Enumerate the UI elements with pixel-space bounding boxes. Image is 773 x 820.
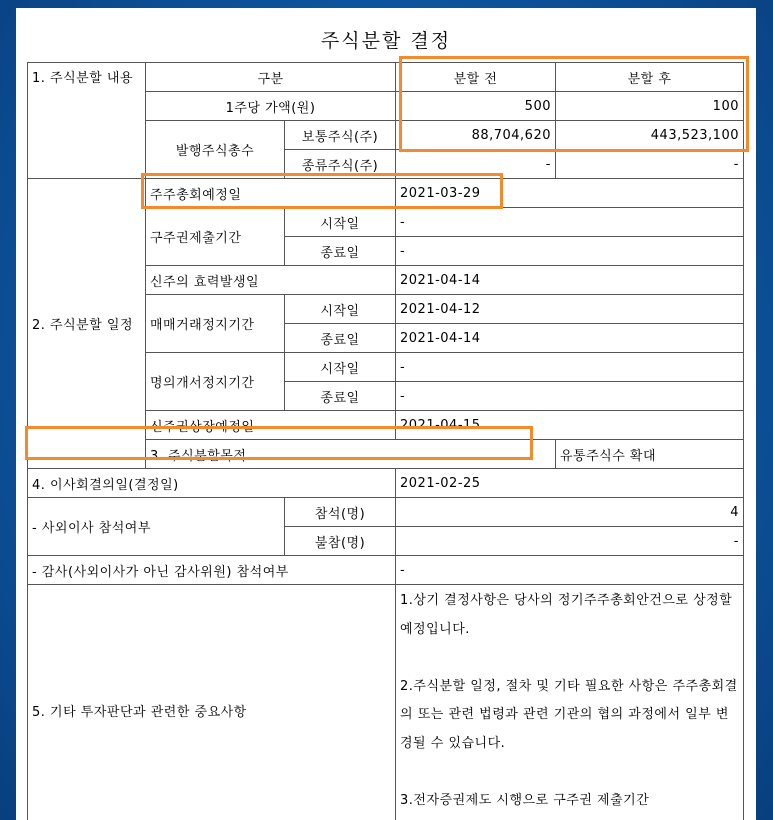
other-matters-label: 5. 기타 투자판단과 관련한 중요사항 bbox=[28, 585, 396, 820]
common-shares-after: 443,523,100 bbox=[556, 121, 744, 150]
board-date-label: 4. 이사회결의일(결정일) bbox=[28, 469, 396, 498]
note-1: 1.상기 결정사항은 당사의 정기주주총회안건으로 상정할 예정입니다. bbox=[400, 593, 733, 637]
listing-date-value: 2021-04-15 bbox=[396, 411, 744, 440]
table-row bbox=[28, 179, 744, 208]
agm-date-label: 주주총회예정일 bbox=[146, 179, 396, 208]
common-shares-label: 보통주식(주) bbox=[285, 121, 396, 150]
preferred-shares-before: - bbox=[396, 150, 556, 179]
absent-count: - bbox=[396, 527, 744, 556]
disclosure-document bbox=[16, 8, 756, 820]
present-label: 참석(명) bbox=[285, 498, 396, 527]
auditor-label: - 감사(사외이사가 아닌 감사위원) 참석여부 bbox=[28, 556, 396, 585]
trading-halt-end-label: 종료일 bbox=[285, 324, 396, 353]
section1-label: 1. 주식분할 내용 bbox=[28, 63, 146, 179]
header-gubun: 구분 bbox=[146, 63, 396, 92]
common-shares-before: 88,704,620 bbox=[396, 121, 556, 150]
note-2: 2.주식분할 일정, 절차 및 기타 필요한 사항은 주주총회결의 또는 관련 법령과 관련 기관의 협의 과정에서 일부 변경될 수 있습니다. bbox=[400, 678, 738, 751]
board-date-value: 2021-02-25 bbox=[396, 469, 744, 498]
cert-submit-start: - bbox=[396, 208, 744, 237]
outside-directors-label: - 사외이사 참석여부 bbox=[28, 498, 285, 556]
preferred-shares-label: 종류주식(주) bbox=[285, 150, 396, 179]
split-purpose-label: 3. 주식분할목적 bbox=[146, 440, 556, 469]
transfer-halt-end: - bbox=[396, 382, 744, 411]
cert-submit-start-label: 시작일 bbox=[285, 208, 396, 237]
trading-halt-start: 2021-04-12 bbox=[396, 295, 744, 324]
absent-label: 불참(명) bbox=[285, 527, 396, 556]
header-before: 분할 전 bbox=[396, 63, 556, 92]
table-row bbox=[28, 469, 744, 498]
par-value-label: 1주당 가액(원) bbox=[146, 92, 396, 121]
transfer-halt-label: 명의개서정지기간 bbox=[146, 353, 285, 411]
table-row bbox=[28, 63, 744, 92]
present-count: 4 bbox=[396, 498, 744, 527]
split-purpose-value: 유통주식수 확대 bbox=[556, 440, 744, 469]
auditor-value: - bbox=[396, 556, 744, 585]
transfer-halt-start-label: 시작일 bbox=[285, 353, 396, 382]
listing-date-label: 신주권상장예정일 bbox=[146, 411, 396, 440]
stock-split-table bbox=[27, 62, 744, 820]
other-matters-notes bbox=[396, 585, 744, 820]
effective-date-label: 신주의 효력발생일 bbox=[146, 266, 396, 295]
table-row bbox=[28, 585, 744, 820]
agm-date-value: 2021-03-29 bbox=[396, 179, 744, 208]
effective-date-value: 2021-04-14 bbox=[396, 266, 744, 295]
table-row bbox=[28, 556, 744, 585]
preferred-shares-after: - bbox=[556, 150, 744, 179]
total-shares-label: 발행주식총수 bbox=[146, 121, 285, 179]
note-3: 3.전자증권제도 시행으로 구주권 제출기간 bbox=[400, 792, 650, 808]
document-title: 주식분할 결정 bbox=[320, 30, 452, 52]
par-value-before: 500 bbox=[396, 92, 556, 121]
header-after: 분할 후 bbox=[556, 63, 744, 92]
trading-halt-label: 매매거래정지기간 bbox=[146, 295, 285, 353]
trading-halt-start-label: 시작일 bbox=[285, 295, 396, 324]
section2-label: 2. 주식분할 일정 bbox=[28, 179, 146, 469]
cert-submit-end-label: 종료일 bbox=[285, 237, 396, 266]
transfer-halt-start: - bbox=[396, 353, 744, 382]
cert-submit-label: 구주권제출기간 bbox=[146, 208, 285, 266]
cert-submit-end: - bbox=[396, 237, 744, 266]
trading-halt-end: 2021-04-14 bbox=[396, 324, 744, 353]
par-value-after: 100 bbox=[556, 92, 744, 121]
table-row bbox=[28, 498, 744, 527]
transfer-halt-end-label: 종료일 bbox=[285, 382, 396, 411]
